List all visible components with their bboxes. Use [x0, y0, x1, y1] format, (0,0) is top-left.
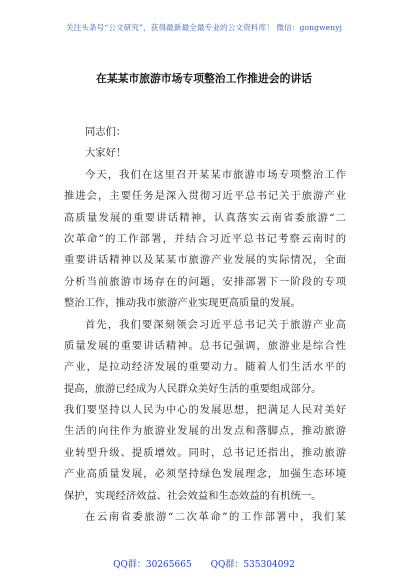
body-line: 推进会，主要任务是深入贯彻习近平总书记关于旅游产业: [64, 190, 346, 203]
qq-footer: [0, 557, 408, 570]
document-title: 在某某市旅游市场专项整治工作推进会的讲话: [96, 72, 312, 85]
qq-group-2: QQ群：535304092: [210, 560, 295, 570]
body-line: 首先，我们要深刻领会习近平总书记关于旅游产业高: [85, 318, 346, 331]
body-line: 提高，旅游已经成为人民群众美好生活的重要组成部分。: [64, 382, 322, 395]
body-line: 业转型升级、提质增效。同时，总书记还指出，推动旅游: [64, 446, 346, 459]
body-line: 次革命”的工作部署，并结合习近平总书记考察云南时的: [64, 232, 346, 245]
body-line: 质量发展的重要讲话精神。总书记强调，旅游业是综合性: [64, 339, 346, 352]
promo-header: 关注头条号“公文研究”，获得最新最全最专业的公文资料库！ 微信：gongwenyj: [65, 23, 343, 32]
body-line: 今天，我们在这里召开某某市旅游市场专项整治工作: [85, 168, 346, 181]
body-line: 重要讲话精神以及某某市旅游产业发展的实际情况，全面: [64, 254, 346, 267]
body-line: 产业高质量发展，必须坚持绿色发展理念，加强生态环境: [64, 468, 346, 481]
body-line: 整治工作，推动我市旅游产业实现更高质量的发展。: [64, 297, 301, 310]
body-line: 高质量发展的重要讲话精神，认真落实云南省委旅游“二: [64, 211, 346, 224]
body-line: 保护，实现经济效益、社会效益和生态效益的有机统一。: [64, 489, 322, 502]
qq-group-1: QQ群：30265665: [113, 560, 192, 570]
speech-body: [64, 122, 346, 528]
greeting-line: 大家好！: [85, 147, 127, 160]
body-line: 我们要坚持以人民为中心的发展思想，把满足人民对美好: [64, 404, 346, 417]
body-line: 分析当前旅游市场存在的问题，安排部署下一阶段的专项: [64, 275, 346, 288]
salutation-line: 同志们：: [85, 126, 127, 138]
body-line: 在云南省委旅游“二次革命”的工作部署中，我们某: [85, 511, 346, 524]
body-line: 产业，是拉动经济发展的重要动力。随着人们生活水平的: [64, 361, 346, 374]
body-line: 生活的向往作为旅游业发展的出发点和落脚点，推动旅游: [64, 425, 346, 438]
